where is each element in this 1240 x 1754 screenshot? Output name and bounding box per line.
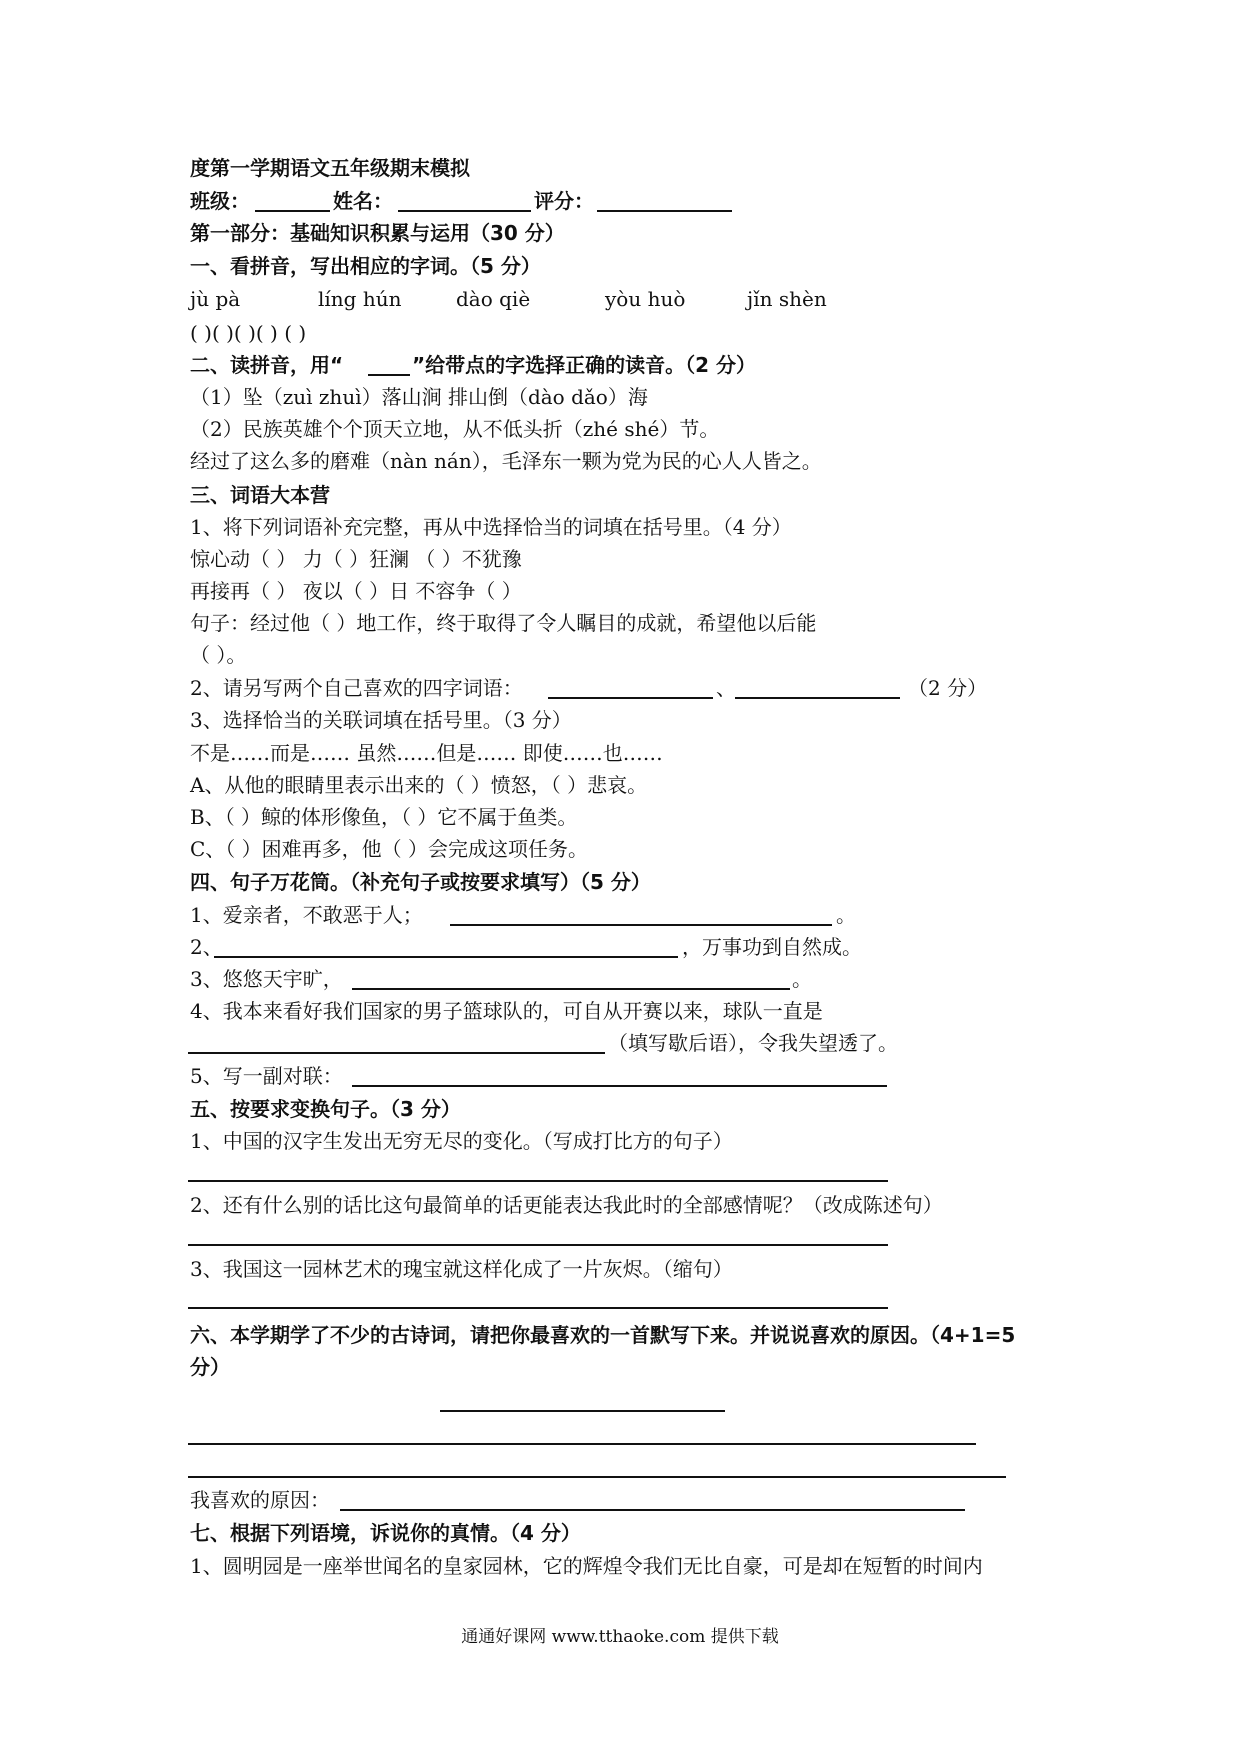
poem-line-2[interactable]	[188, 1476, 1006, 1478]
q4-s4b: （填写歇后语），令我失望透了。	[608, 1031, 898, 1055]
q2-line3: 经过了这么多的磨难（nàn nán），毛泽东一颗为党为民的心人人皆之。	[190, 449, 822, 473]
q6-title-line2: 分）	[190, 1355, 230, 1379]
q4-s1-blank[interactable]	[450, 924, 832, 926]
q3-sentence2[interactable]: （ ）。	[190, 643, 247, 667]
pinyin-5: jǐn shèn	[747, 287, 827, 311]
q5-s3-answer[interactable]	[188, 1307, 888, 1309]
q2-line2: （2）民族英雄个个顶天立地，从不低头折（zhé shé）节。	[190, 417, 720, 441]
q3-sub2-score: （2 分）	[908, 676, 988, 700]
pinyin-3: dào qiè	[456, 287, 531, 311]
conjunction-options: 不是……而是…… 虽然……但是…… 即使……也……	[190, 741, 663, 765]
q3-item-a[interactable]: A、从他的眼睛里表示出来的（ ）愤怒，（ ）悲哀。	[190, 773, 648, 797]
q4-s2-end: ，万事功到自然成。	[682, 935, 862, 959]
reason-blank[interactable]	[340, 1509, 965, 1511]
q4-s5: 5、写一副对联：	[190, 1064, 343, 1088]
name-blank[interactable]	[398, 210, 531, 212]
q1-title: 一、看拼音，写出相应的字词。（5 分）	[190, 254, 541, 278]
q3-item-c[interactable]: C、（ ）困难再多，他（ ）会完成这项任务。	[190, 837, 589, 861]
q5-title: 五、按要求变换句子。（3 分）	[190, 1097, 461, 1121]
score-label: 评分：	[534, 189, 594, 213]
q5-s2-answer[interactable]	[188, 1244, 888, 1246]
q6-reason-label: 我喜欢的原因：	[190, 1488, 330, 1512]
page-footer: 通通好课网 www.tthaoke.com 提供下载	[461, 1627, 779, 1647]
q4-s1-end: 。	[836, 903, 856, 927]
q4-s4-blank[interactable]	[188, 1052, 605, 1054]
q3-row2[interactable]: 再接再（ ） 夜以（ ）日 不容争（ ）	[190, 579, 522, 603]
q3-title: 三、词语大本营	[190, 483, 330, 507]
q7-title: 七、根据下列语境，诉说你的真情。（4 分）	[190, 1521, 581, 1545]
q6-title-line1: 六、本学期学了不少的古诗词，请把你最喜欢的一首默写下来。并说说喜欢的原因。（4+1=5	[190, 1323, 1016, 1347]
q3-sub2-sep: 、	[716, 676, 736, 700]
idiom-blank-2[interactable]	[735, 697, 900, 699]
idiom-blank-1[interactable]	[548, 697, 713, 699]
q4-s4: 4、我本来看好我们国家的男子篮球队的，可自从开赛以来，球队一直是	[190, 999, 823, 1023]
q3-sub2: 2、请另写两个自己喜欢的四字词语：	[190, 676, 523, 700]
q2-line1: （1）坠（zuì zhuì）落山涧 排山倒（dào dǎo）海	[190, 385, 648, 409]
q3-item-b[interactable]: B、（ ）鲸的体形像鱼，（ ）它不属于鱼类。	[190, 805, 578, 829]
q2-title-post: ”给带点的字选择正确的读音。（2 分）	[412, 353, 757, 377]
q4-s3: 3、悠悠天宇旷，	[190, 967, 343, 991]
name-label: 姓名：	[333, 189, 393, 213]
couplet-blank[interactable]	[352, 1085, 887, 1087]
q4-s2: 2、	[190, 935, 223, 959]
pinyin-2: líng hún	[318, 287, 402, 311]
q3-sentence1[interactable]: 句子：经过他（ ）地工作，终于取得了令人瞩目的成就，希望他以后能	[190, 611, 817, 635]
q4-s2-blank[interactable]	[214, 956, 678, 958]
q3-sub3: 3、选择恰当的关联词填在括号里。（3 分）	[190, 708, 572, 732]
q5-s2: 2、还有什么别的话比这句最简单的话更能表达我此时的全部感情呢？（改成陈述句）	[190, 1193, 943, 1217]
page-title: 度第一学期语文五年级期末模拟	[190, 156, 470, 180]
q1-brackets[interactable]: ( )( )( )( ) ( )	[190, 321, 307, 345]
q5-s3: 3、我国这一园林艺术的瑰宝就这样化成了一片灰烬。（缩句）	[190, 1257, 733, 1281]
q4-title: 四、句子万花筒。（补充句子或按要求填写）（5 分）	[190, 870, 651, 894]
score-blank[interactable]	[597, 210, 732, 212]
q4-s1: 1、爱亲者，不敢恶于人；	[190, 903, 423, 927]
q2-title-pre: 二、读拼音，用“	[190, 353, 344, 377]
q5-s1-answer[interactable]	[188, 1180, 888, 1182]
class-blank[interactable]	[255, 210, 330, 212]
q7-s1: 1、圆明园是一座举世闻名的皇家园林，它的辉煌令我们无比自豪，可是却在短暂的时间内	[190, 1554, 983, 1578]
q2-underline-sample	[368, 374, 410, 376]
pinyin-1: jù pà	[190, 287, 241, 311]
pinyin-4: yòu huò	[605, 287, 686, 311]
poem-line-1[interactable]	[188, 1443, 976, 1445]
class-label: 班级：	[190, 189, 250, 213]
q3-row1[interactable]: 惊心动（ ） 力（ ）狂澜 （ ）不犹豫	[190, 547, 522, 571]
q3-sub1: 1、将下列词语补充完整，再从中选择恰当的词填在括号里。（4 分）	[190, 515, 792, 539]
part1-heading: 第一部分：基础知识积累与运用（30 分）	[190, 221, 565, 245]
q4-s3-blank[interactable]	[352, 988, 790, 990]
q5-s1: 1、中国的汉字生发出无穷无尽的变化。（写成打比方的句子）	[190, 1129, 733, 1153]
poem-title-blank[interactable]	[440, 1410, 725, 1412]
q4-s3-end: 。	[792, 967, 812, 991]
